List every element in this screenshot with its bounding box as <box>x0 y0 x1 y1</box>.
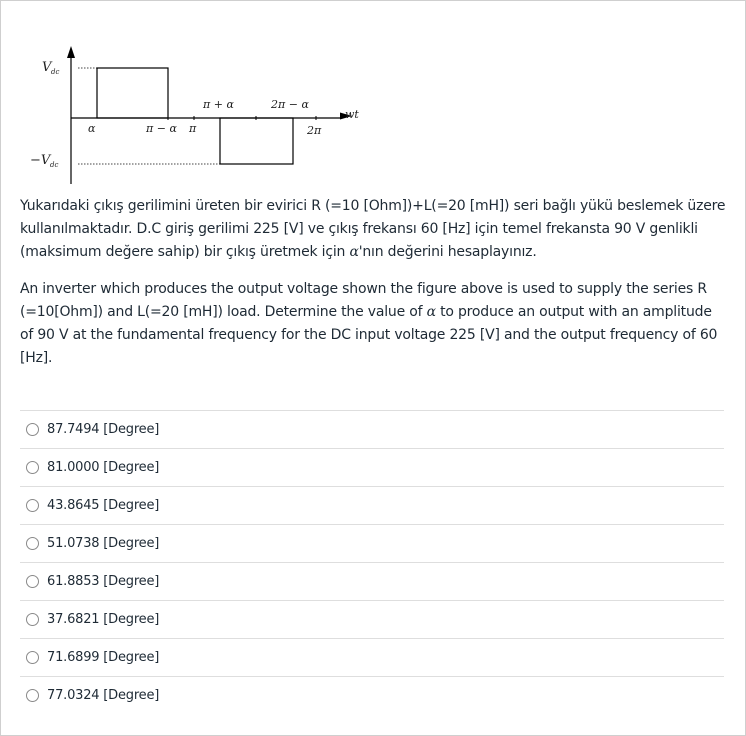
radio-button[interactable] <box>26 537 39 550</box>
alpha-label: α <box>88 122 96 135</box>
radio-button[interactable] <box>26 689 39 702</box>
answer-option-label[interactable]: 77.0324 [Degree] <box>47 688 160 703</box>
answer-option[interactable] <box>20 638 724 676</box>
answer-option-label[interactable]: 87.7494 [Degree] <box>47 422 160 437</box>
question-text-tr-part2: 'nın değerini hesaplayınız. <box>358 244 537 260</box>
answer-option-label[interactable]: 71.6899 [Degree] <box>47 650 160 665</box>
answer-option-label[interactable]: 43.8645 [Degree] <box>47 498 160 513</box>
answer-option-label[interactable]: 51.0738 [Degree] <box>47 536 160 551</box>
pi-plus-alpha-label: π + α <box>203 98 234 111</box>
neg-vdc-label: −V <box>30 153 51 168</box>
radio-button[interactable] <box>26 423 39 436</box>
two-pi-minus-alpha-label: 2π − α <box>271 98 309 111</box>
alpha-symbol: α <box>349 244 359 260</box>
answer-option[interactable] <box>20 676 724 714</box>
question-text-turkish <box>20 195 726 264</box>
answer-options <box>20 410 724 714</box>
answer-option-label[interactable]: 61.8853 [Degree] <box>47 574 160 589</box>
radio-button[interactable] <box>26 575 39 588</box>
answer-option[interactable] <box>20 524 724 562</box>
two-pi-label: 2π <box>307 124 322 137</box>
radio-button[interactable] <box>26 499 39 512</box>
alpha-symbol: α <box>426 304 436 320</box>
neg-vdc-subscript: dc <box>50 161 59 169</box>
answer-option[interactable] <box>20 410 724 448</box>
answer-option-label[interactable]: 37.6821 [Degree] <box>47 612 160 627</box>
question-text-en-part1: An inverter which produces the output voltage shown the figure above is used to supply the series R (=10[Ohm]) and L(=20 [mH]) load. Determine the value of <box>20 281 707 320</box>
radio-button[interactable] <box>26 613 39 626</box>
radio-button[interactable] <box>26 651 39 664</box>
answer-option-label[interactable]: 81.0000 [Degree] <box>47 460 160 475</box>
answer-option[interactable] <box>20 448 724 486</box>
question-text-en-part2: to produce an output with an amplitude of 90 V at the fundamental frequency for the DC input voltage 225 [V] and the output frequency of 60 [Hz]. <box>20 304 718 366</box>
radio-button[interactable] <box>26 461 39 474</box>
wt-label: wt <box>345 108 359 121</box>
answer-option[interactable] <box>20 562 724 600</box>
question-text-english <box>20 278 726 370</box>
vdc-subscript: dc <box>51 68 60 76</box>
answer-option[interactable] <box>20 600 724 638</box>
pi-minus-alpha-label: π − α <box>146 122 177 135</box>
waveform-figure <box>20 44 380 204</box>
vdc-label: V <box>42 60 52 75</box>
pi-label: π <box>189 122 197 135</box>
waveform-diagram <box>20 44 380 204</box>
answer-option[interactable] <box>20 486 724 524</box>
question-text-tr-part1: Yukarıdaki çıkış gerilimini üreten bir evirici R (=10 [Ohm])+L(=20 [mH]) seri bağlı yükü beslemek üzere kullanılmaktadır. D.C giriş gerilimi 225 [V] ve çıkış frekansı 60 [Hz] için temel frekansta 90 V genlikli (maksimum değere sahip) bir çıkış üretmek için <box>20 198 726 260</box>
